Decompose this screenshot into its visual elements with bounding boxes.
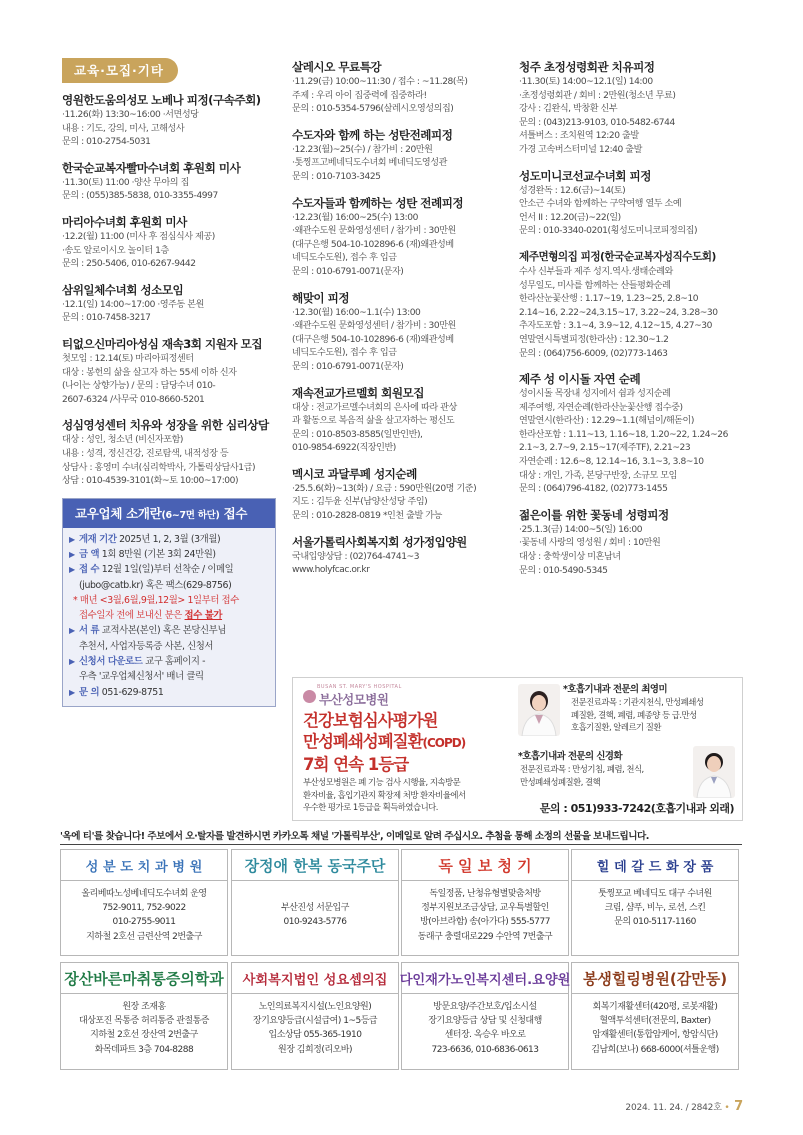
hospital-advertisement [292,677,743,821]
footer-dot-icon: • [724,1103,730,1113]
notice-item-line: 상담사 : 홍영미 수녀(심리학박사, 가톨릭상담사1급) [62,462,256,473]
business-ad-line: 노인의료복지시설(노인요양원) [258,1002,372,1012]
business-ad-line: 지하철 2호선 장산역 2번출구 [90,1030,198,1041]
hospital-headline: 건강보험심사평가원 만성폐쇄성폐질환(COPD) 7회 연속 1등급 [303,711,466,774]
notice-item [62,159,276,204]
section-label: 교육·모집·기타 [62,58,178,83]
business-ad-line: 대상포진 목통증 허리통증 관절통증 [79,1016,209,1027]
notice-item [519,370,743,497]
ad-box-title-text: 교우업체 소개란 [75,505,162,521]
business-ad-line: 회복기재활센터(420평, 로봇재활) [592,1002,718,1012]
business-ad-line: 723-6636, 010-6836-0613 [431,1044,539,1055]
notice-item-title: 멕시코 과달루페 성지순례 [292,466,417,481]
col1-items [62,91,276,489]
triangle-bullet-icon: ▶ [69,565,75,575]
notice-item-title: 젊은이를 위한 꽃동네 성령피정 [519,507,669,522]
notice-item-line: 가경 고속버스터미널 12:40 출발 [519,144,642,155]
notice-item-line: 문의 : 010-3340-0201(횡성도미니코피정의집) [519,226,698,237]
notice-item [292,533,510,578]
ad-note-2: 접수일자 전에 보내신 분은 접수 불가 [79,610,223,622]
notice-item-title: 마리아수녀회 후원회 미사 [62,214,187,229]
notice-item-line: 문의 : (055)385-5838, 010-3355-4997 [62,191,218,202]
notice-item-line: 대상 : 충학생이상 미혼남녀 [519,552,621,563]
notice-item [292,465,510,524]
column-left [62,58,276,707]
business-ad-title: 다인재가노인복지센터.요양원 [402,963,568,994]
notice-item-line: ·송도 알로이시오 놀이터 1층 [62,245,169,256]
business-ad-card [60,962,228,1070]
notice-item-line: ·12.30(월) 16:00~1.1(수) 13:00 [292,307,421,318]
notice-item-line: ·초정성령회관 / 회비 : 2만원(청소년 무료) [519,90,676,101]
notice-item [292,289,510,375]
notice-item-title: 수도자와 함께 하는 성탄전례피정 [292,127,453,142]
notice-item-line: 수사 신부들과 제주 성지.역사.생태순례와 [519,266,673,277]
business-ad-line: 752-9011, 752-9022 [102,903,186,914]
notice-item-line: ·12.2(월) 11:00 (미사 후 점심식사 제공) [62,231,215,242]
notice-item-line: 010-9854-6922(직장인반) [292,443,396,454]
notice-item-line: 셔틀버스 : 조치원역 12:20 출발 [519,131,639,142]
business-ad-line: 크림, 샴푸, 비누, 로션, 스킨 [604,903,706,914]
column-middle [292,58,510,587]
ad-box-title [63,499,275,528]
notice-item-line: 제주여행, 자연순례(한라산눈꽃산행 접수중) [519,402,683,413]
notice-item-line: 주제 : 우리 아이 집중력에 집중하라! [292,90,427,101]
business-ad-line: 동래구 충렬대로229 수안역 7번출구 [417,931,553,942]
notice-item-line: 연말연시특별피정(한라산) : 12.30~1.2 [519,334,669,345]
notice-item-line: 상담 : 010-4539-3101(화~토 10:00~17:00) [62,476,239,487]
notice-item-line: 추자도포함 : 3.1~4, 3.9~12, 4.12~15, 4.27~30 [519,321,712,332]
ad-price: ▶ 금 액 1회 8만원 (기본 3회 24만원) [63,547,275,562]
business-ad-body [402,994,568,1057]
notice-item-title: 영원한도움의성모 노베나 피정(구속주회) [62,93,261,107]
notice-item-line: 문의 : 010-7458-3217 [62,313,151,324]
notice-item-title: 서울가톨릭사회복지회 성가정입양원 [292,534,467,549]
notice-item-line: 내용 : 기도, 강의, 미사, 고해성사 [62,123,185,134]
notice-divider [60,844,742,845]
page-footer [625,1099,743,1114]
business-ad-line [574,930,736,944]
notice-item-line: ·왜관수도원 문화영성센터 / 참가비 : 30만원 [292,321,456,332]
business-ad-line: 센터장. 옥승우 바오로 [444,1030,526,1041]
ad-docs-2: 추천서, 사업자등록증 사본, 신청서 [79,640,214,652]
business-ad-line: 문의 010-5117-1160 [614,917,696,928]
ad-note-1: * 매년 <3월,6월,9월,12월> 1일부터 접수 [73,594,239,606]
notice-item-title: 살레시오 무료특강 [292,60,382,74]
notice-item-line: 문의 : (064)796-4182, (02)773-1455 [519,484,668,495]
notice-item-line: 2.14~16, 2.22~24,3.15~17, 3.22~24, 3.28~30 [519,307,718,318]
notice-item-line: ·11.30(토) 11:00 ·양산 무아의 집 [62,177,189,188]
business-ad-card [571,849,739,956]
business-ad-body [61,994,227,1057]
doctor-photo-icon [518,684,560,736]
notice-item-line: 2.1~3, 2.7~9, 2.15~17(제주TF), 2.21~23 [519,443,691,454]
notice-item-line: 네딕도수도원), 접수 후 입금 [292,348,397,359]
typo-notice: '옥에 티'를 찾습니다! 주보에서 오·탈자를 발견하시면 카카오톡 채널 '가톨릭부산', 이메일로 알려 주십시오. 추첨을 통해 소정의 선물을 보내드립니다. [60,828,742,842]
triangle-bullet-icon: ▶ [69,687,75,697]
business-ad-title: 성 분 도 치 과 병 원 [61,850,227,881]
notice-item [292,126,510,185]
notice-item-title: 청주 초정성령회관 치유피정 [519,60,655,74]
business-ad-line [234,887,396,901]
notice-item [62,335,276,407]
triangle-bullet-icon: ▶ [69,626,75,636]
business-ad-title: 사회복지법인 성요셉의집 [232,963,398,994]
business-ad-line: 원장 김희정(리오바) [278,1044,352,1055]
notice-item-line: 대상 : 개인, 가족, 본당구반장, 소규모 모임 [519,470,677,481]
triangle-bullet-icon: ▶ [69,549,75,559]
hospital-logo-icon [303,690,316,703]
notice-item-line: 성무일도, 미사를 함께하는 산들평화순례 [519,280,671,291]
notice-item-line: ·25.5.6(화)~13(화) / 요금 : 590만원(20명 기준) [292,483,477,494]
notice-item-line: 문의 : (043)213-9103, 010-5482-6744 [519,117,675,128]
business-ad-card [231,962,399,1070]
business-ad-notice-box [62,498,276,707]
notice-item-line: (대구은행 504-10-102896-6 (재)왜관성베 [292,239,454,250]
notice-item-title: 수도자들과 함께하는 성탄 전례피정 [292,195,464,210]
notice-item-line: ·톳찡프고베네딕도수녀회 베네딕도영성관 [292,158,447,169]
notice-item-line: 내용 : 성격, 정신건강, 진로탐색, 내적성장 등 [62,448,229,459]
triangle-bullet-icon: ▶ [69,657,75,667]
doctor-2-info: *호흡기내과 전문의 신경화 전문진료과목 : 만성기침, 폐렴, 천식, 만성폐쇄성폐질환, 결핵 [518,751,644,787]
notice-item-title: 해맞이 피정 [292,290,350,305]
notice-item-title: 제주 성 이시돌 자연 순례 [519,372,641,387]
notice-item-line: 문의 : 250-5406, 010-6267-9442 [62,259,196,270]
notice-item-line: 문의 : 010-6791-0071(문자) [292,266,404,277]
notice-item-line: 문의 : 010-5490-5345 [519,565,608,576]
notice-item-line: 문의 : 010-7103-3425 [292,171,381,182]
notice-item-line: ·11.26(화) 13:30~16:00 ·서면성당 [62,110,199,120]
business-ad-line: 지하철 2호선 금련산역 2번출구 [86,931,202,942]
notice-item [292,384,510,456]
hospital-phone: 문의 : 051)933-7242(호흡기내과 외래) [539,802,734,815]
notice-item-title: 한국순교복자빨마수녀회 후원회 미사 [62,160,241,175]
notice-item-line: 네딕도수도원), 접수 후 입금 [292,253,397,264]
business-ad-body [572,994,738,1057]
ad-docs: ▶ 서 류 교적사본(본인) 혹은 본당신부님 [63,623,275,638]
business-ad-line: 김남희(보나) 668-6000(셔틀운행) [591,1044,719,1055]
business-ad-card [401,849,569,956]
notice-item-line: 지도 : 김두윤 신부(남양산성당 주임) [292,497,428,508]
business-ad-line: 혈액투석센터(전문의, Baxter) [599,1016,711,1027]
notice-item-line: 문의 : 010-8503-8585(일반인반), [292,429,423,440]
ad-box-title-tail: 접수 [223,505,248,521]
notice-item-line: 대상 : 봉헌의 삶을 살고자 하는 55세 이하 신자 [62,367,237,378]
column-right [519,58,743,587]
notice-item-line: 문의 : 010-2828-0819 *인천 출발 가능 [292,511,442,522]
notice-item-line: 문의 : (064)756-6009, (02)773-1463 [519,348,668,359]
notice-item [62,91,276,150]
ad-receipt: ▶ 접 수 12월 1일(일)부터 선착순 / 이메일 [63,562,275,577]
business-ad-body [402,881,568,944]
notice-item-line: ·11.30(토) 14:00~12.1(일) 14:00 [519,77,653,87]
notice-item [519,506,743,578]
ad-form: ▶ 신청서 다운로드 교구 홈페이지 - [63,654,275,669]
notice-item-line: ·12.23(월)~25(수) / 참가비 : 20만원 [292,144,433,155]
notice-item-line: 한라산포함 : 1.11~13, 1.16~18, 1.20~22, 1.24~26 [519,429,728,440]
notice-item-line: 안소근 수녀와 함께하는 구약여행 열두 소예 [519,199,682,210]
notice-item-line: (나이는 상향가능) / 문의 : 담당수녀 010- [62,381,216,392]
notice-item-line: ·12.23(월) 16:00~25(수) 13:00 [292,212,418,223]
business-ad-title: 장정애 한복 동국주단 [232,850,398,881]
notice-item-line: 문의 : 010-5354-5796(살레시오영성의집) [292,104,454,115]
notice-item-line: 성이시돌 목장내 성지에서 쉼과 성지순례 [519,389,671,400]
triangle-bullet-icon: ▶ [69,534,75,544]
business-ad-line: 입소상담 055-365-1910 [268,1030,362,1041]
doctor-photo-icon [693,746,735,798]
notice-item [62,281,276,326]
notice-item-line: ·12.1(일) 14:00~17:00 ·영주동 본원 [62,299,204,310]
notice-item-line: 대상 : 성인, 청소년 (비신자포함) [62,435,184,446]
business-ad-title: 장산바른마취통증의학과 [61,963,227,994]
business-ad-line: 독일정품, 난청유형별맞춤처방 [429,889,541,899]
notice-item-line: 한라산눈꽃산행 : 1.17~19, 1.23~25, 2.8~10 [519,294,699,305]
col2-items [292,58,510,578]
business-ad-line: 화목데파트 3층 704-8288 [94,1044,194,1055]
business-ad-card [60,849,228,956]
notice-item-line: 강사 : 김완식, 박창환 신부 [519,104,618,115]
business-ad-body [61,881,227,944]
notice-item-line: 문의 : 010-6791-0071(문자) [292,361,404,372]
business-ad-card [571,962,739,1070]
notice-item [519,167,743,239]
issue-date: 2024. 11. 24. / 2842호 [625,1103,722,1113]
business-ad-line: 장기요양등급 상담 및 신청대행 [428,1016,542,1027]
notice-item-line: ·꽃동네 사랑의 영성원 / 회비 : 10만원 [519,538,661,549]
business-ad-card [231,849,399,956]
business-ad-line: 010-2755-9011 [112,917,176,928]
notice-item-line: www.holyfcac.or.kr [292,565,370,576]
notice-item-line: 대상 : 전교가르멜수녀회의 은사에 따라 관상 [292,402,457,413]
notice-item-line: 자연순례 : 12.6~8, 12.14~16, 3.1~3, 3.8~10 [519,457,704,468]
notice-item-line: ·11.29(금) 10:00~11:30 / 접수 : ~11.28(목) [292,77,468,87]
notice-item-title: 성도미니코선교수녀회 피정 [519,168,651,183]
business-ad-body [232,994,398,1057]
business-ad-title: 독 일 보 청 기 [402,850,568,881]
notice-item-line: 국내입양상담 : (02)764-4741~3 [292,551,420,562]
ad-box-title-small: (6~7면 하단) [161,509,220,521]
business-ad-line: 툿찡포교 베네딕도 대구 수녀원 [598,889,712,899]
notice-item-title: 제주면형의집 피정(한국순교복자성직수도회) [519,250,716,263]
business-ad-line: 방문요양/주간보호/입소시설 [433,1002,537,1012]
ad-form-2: 우측 '교우업체신청서' 배너 클릭 [79,671,204,683]
doctor-1-info: *호흡기내과 전문의 최영미 전문진료과목 : 기관지천식, 만성폐쇄성 폐질환, 결핵, 폐렴, 폐종양 등 급.만성 호흡기질환, 알레르기 질환 [563,684,704,732]
notice-item-line: 첫모임 : 12.14(토) 마리아피정센터 [62,353,194,364]
col3-items [519,58,743,578]
ad-inquiry: ▶ 문 의 051-629-8751 [63,685,275,700]
notice-item-line: 과 활동으로 복음적 삶을 살고자하는 평신도 [292,416,455,427]
business-ad-line: 올리베따노성베네딕도수녀회 운영 [81,889,207,899]
notice-item-line: (대구은행 504-10-102896-6 (재)왜관성베 [292,334,454,345]
business-ad-line: 암재활센터(통합암케어, 항암식단) [592,1030,718,1041]
notice-item-title: 삼위일체수녀회 성소모임 [62,282,184,297]
hospital-description: 부산성모병원은 폐 기능 검사 시행율, 지속방문 환자비율, 흡입기관지 확장제 처방 환자비율에서 우수한 평가로 1등급을 획득하였습니다. [303,777,466,812]
business-ad-line: 부산진성 서문입구 [281,903,349,913]
notice-item [519,248,743,361]
notice-item-line: 문의 : 010-2754-5031 [62,137,151,148]
business-ad-line [234,929,396,943]
ad-receipt-2: (jubo@catb.kr) 혹은 팩스(629-8756) [79,579,232,591]
notice-item [62,416,276,488]
business-ad-card [401,962,569,1070]
hospital-logo: BUSAN ST. MARY'S HOSPITAL 부산성모병원 [303,684,403,706]
notice-item-line: ·왜관수도원 문화영성센터 / 참가비 : 30만원 [292,226,456,237]
notice-item-line: ·25.1.3(금) 14:00~5(일) 16:00 [519,524,643,535]
business-ad-title: 봉생힐링병원(감만동) [572,963,738,994]
notice-item [62,213,276,272]
notice-item [519,58,743,158]
notice-item-line: 2607-6324 /사무국 010-8660-5201 [62,394,205,405]
notice-item-line: 성경완독 : 12.6(금)~14(토) [519,185,626,196]
business-ad-line: 장기요양등급(시설급여) 1~5등급 [252,1016,378,1027]
business-ad-body [572,881,738,944]
business-ad-line: 정부지원보조금상담, 교우특별할인 [421,903,549,914]
notice-item-title: 티없으신마리아성심 재속3회 지원자 모집 [62,336,263,351]
notice-item [292,58,510,117]
notice-item-line: 연말연시(한라산) : 12.29~1.1(해넘이/해돋이) [519,416,694,427]
page-number: 7 [734,1099,743,1114]
business-ad-line: 원장 조재홍 [122,1002,166,1012]
business-ad-title: 힐 데 갈 드 화 장 품 [572,850,738,881]
business-ad-line: 010-9243-5776 [283,917,347,928]
business-ad-body [232,881,398,943]
notice-item-title: 재속전교가르멜회 회원모집 [292,385,424,400]
notice-item [292,194,510,280]
ad-period: ▶ 게재 기간 2025년 1, 2, 3월 (3개월) [63,532,275,547]
business-ad-line: 방(아브라함) 송(아가다) 555-5777 [420,917,550,928]
notice-item-title: 성심영성센터 치유와 성장을 위한 심리상담 [62,418,269,433]
notice-item-line: 언서 II : 12.20(금)~22(일) [519,212,621,223]
